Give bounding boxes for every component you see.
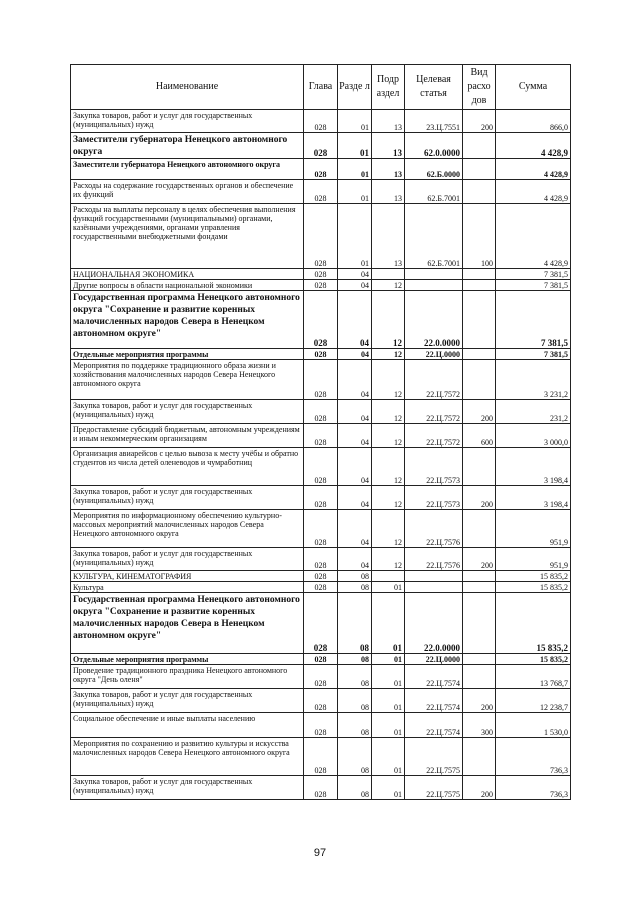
table-row <box>71 110 571 133</box>
row-name: Государственная программа Ненецкого автономного округа "Сохранение и развитие коренных малочисленных народов Севера в Ненецком автономном округе" <box>71 593 304 654</box>
row-type <box>463 593 496 654</box>
row-type <box>463 349 496 360</box>
table-row <box>71 486 571 510</box>
row-subsection: 13 <box>372 159 405 180</box>
table-row <box>71 280 571 291</box>
table-body <box>71 110 571 800</box>
row-subsection: 01 <box>372 738 405 776</box>
table-row <box>71 349 571 360</box>
row-chapter: 028 <box>304 159 338 180</box>
row-subsection: 12 <box>372 510 405 548</box>
row-article: 22.Ц.7574 <box>405 665 463 689</box>
table-row <box>71 180 571 204</box>
row-article: 22.Ц.7572 <box>405 400 463 424</box>
row-type: 200 <box>463 776 496 800</box>
row-amount: 866,0 <box>496 110 571 133</box>
row-section: 08 <box>338 582 372 593</box>
row-chapter: 028 <box>304 582 338 593</box>
row-amount: 13 768,7 <box>496 665 571 689</box>
row-name: Закупка товаров, работ и услуг для государственных (муниципальных) нужд <box>71 776 304 800</box>
row-name: Заместители губернатора Ненецкого автономного округа <box>71 159 304 180</box>
row-subsection: 13 <box>372 133 405 159</box>
header-section: Разде л <box>338 65 372 110</box>
table-row <box>71 360 571 400</box>
row-article: 22.Ц.7575 <box>405 776 463 800</box>
row-type: 200 <box>463 548 496 571</box>
row-subsection: 12 <box>372 486 405 510</box>
row-chapter: 028 <box>304 593 338 654</box>
row-section: 01 <box>338 133 372 159</box>
row-name: Расходы на содержание государственных органов и обеспечение их функций <box>71 180 304 204</box>
table-row <box>71 776 571 800</box>
row-section: 04 <box>338 269 372 280</box>
row-chapter: 028 <box>304 110 338 133</box>
row-subsection: 01 <box>372 593 405 654</box>
row-subsection: 12 <box>372 349 405 360</box>
row-chapter: 028 <box>304 269 338 280</box>
page-number: 97 <box>313 847 327 859</box>
row-name: Мероприятия по информационному обеспечению культурно-массовых мероприятий малочисленных народов Севера Ненецкого автономного округа <box>71 510 304 548</box>
row-name: Предоставление субсидий бюджетным, автономным учреждениям и иным некоммерческим организациям <box>71 424 304 448</box>
row-section: 04 <box>338 280 372 291</box>
row-subsection: 01 <box>372 654 405 665</box>
row-chapter: 028 <box>304 654 338 665</box>
row-name: Закупка товаров, работ и услуг для государственных (муниципальных) нужд <box>71 689 304 713</box>
header-amount: Сумма <box>496 65 571 110</box>
row-article: 22.0.0000 <box>405 291 463 349</box>
row-type <box>463 280 496 291</box>
row-article: 22.Ц.7576 <box>405 510 463 548</box>
row-name: Закупка товаров, работ и услуг для государственных (муниципальных) нужд <box>71 486 304 510</box>
row-chapter: 028 <box>304 360 338 400</box>
row-type <box>463 291 496 349</box>
table-row <box>71 582 571 593</box>
budget-table-container <box>70 64 570 800</box>
row-name: Закупка товаров, работ и услуг для государственных (муниципальных) нужд <box>71 110 304 133</box>
row-section: 08 <box>338 654 372 665</box>
budget-table <box>70 64 571 800</box>
row-article: 22.0.0000 <box>405 593 463 654</box>
row-name: Заместители губернатора Ненецкого автономного округа <box>71 133 304 159</box>
row-chapter: 028 <box>304 665 338 689</box>
table-row <box>71 448 571 486</box>
header-subsection: Подр аздел <box>372 65 405 110</box>
row-section: 01 <box>338 110 372 133</box>
row-amount: 4 428,9 <box>496 204 571 269</box>
row-type <box>463 510 496 548</box>
row-section: 08 <box>338 776 372 800</box>
row-amount: 736,3 <box>496 776 571 800</box>
row-amount: 15 835,2 <box>496 582 571 593</box>
row-section: 08 <box>338 738 372 776</box>
row-section: 08 <box>338 689 372 713</box>
row-chapter: 028 <box>304 400 338 424</box>
row-section: 01 <box>338 159 372 180</box>
row-subsection: 12 <box>372 424 405 448</box>
row-amount: 3 000,0 <box>496 424 571 448</box>
row-chapter: 028 <box>304 349 338 360</box>
header-type: Вид расхо дов <box>463 65 496 110</box>
row-article: 62.Б.7001 <box>405 204 463 269</box>
row-chapter: 028 <box>304 204 338 269</box>
row-type <box>463 360 496 400</box>
row-chapter: 028 <box>304 280 338 291</box>
row-amount: 7 381,5 <box>496 280 571 291</box>
row-name: Расходы на выплаты персоналу в целях обеспечения выполнения функций государственными (муниципальными) органами, казёнными учреждениями, органами управления государственными внебюджетными фондами <box>71 204 304 269</box>
row-subsection: 01 <box>372 582 405 593</box>
row-name: Закупка товаров, работ и услуг для государственных (муниципальных) нужд <box>71 548 304 571</box>
row-type <box>463 159 496 180</box>
row-name: НАЦИОНАЛЬНАЯ ЭКОНОМИКА <box>71 269 304 280</box>
row-amount: 1 530,0 <box>496 713 571 738</box>
row-type <box>463 448 496 486</box>
row-article: 62.Б.7001 <box>405 180 463 204</box>
row-section: 04 <box>338 400 372 424</box>
row-amount: 4 428,9 <box>496 159 571 180</box>
row-name: Государственная программа Ненецкого автономного округа "Сохранение и развитие коренных малочисленных народов Севера в Ненецком автономном округе" <box>71 291 304 349</box>
row-type: 100 <box>463 204 496 269</box>
row-type <box>463 180 496 204</box>
row-chapter: 028 <box>304 486 338 510</box>
row-type: 200 <box>463 400 496 424</box>
row-amount: 951,9 <box>496 510 571 548</box>
row-amount: 15 835,2 <box>496 593 571 654</box>
row-subsection: 12 <box>372 280 405 291</box>
row-subsection: 12 <box>372 360 405 400</box>
row-type: 200 <box>463 486 496 510</box>
row-article: 22.Ц.7576 <box>405 548 463 571</box>
row-section: 04 <box>338 360 372 400</box>
row-subsection: 01 <box>372 713 405 738</box>
row-section: 04 <box>338 486 372 510</box>
row-chapter: 028 <box>304 548 338 571</box>
row-type <box>463 582 496 593</box>
row-subsection: 13 <box>372 180 405 204</box>
row-amount: 231,2 <box>496 400 571 424</box>
row-article: 22.Ц.7572 <box>405 360 463 400</box>
row-article <box>405 582 463 593</box>
row-type <box>463 269 496 280</box>
row-section: 04 <box>338 548 372 571</box>
row-article: 62.0.0000 <box>405 133 463 159</box>
row-chapter: 028 <box>304 510 338 548</box>
row-name: Проведение традиционного праздника Ненецкого автономного округа "День оленя" <box>71 665 304 689</box>
row-type: 300 <box>463 713 496 738</box>
row-chapter: 028 <box>304 133 338 159</box>
row-article: 22.Ц.7574 <box>405 713 463 738</box>
row-name: Отдельные мероприятия программы <box>71 654 304 665</box>
row-subsection: 12 <box>372 400 405 424</box>
row-amount: 3 198,4 <box>496 448 571 486</box>
row-subsection: 12 <box>372 548 405 571</box>
table-row <box>71 400 571 424</box>
table-row <box>71 689 571 713</box>
table-row <box>71 593 571 654</box>
row-name: Социальное обеспечение и иные выплаты населению <box>71 713 304 738</box>
row-type <box>463 738 496 776</box>
table-row <box>71 548 571 571</box>
row-chapter: 028 <box>304 776 338 800</box>
row-chapter: 028 <box>304 180 338 204</box>
row-subsection: 13 <box>372 204 405 269</box>
row-subsection: 01 <box>372 665 405 689</box>
table-row <box>71 424 571 448</box>
row-name: Организация авиарейсов с целью вывоза к месту учёбы и обратно студентов из числа детей оленеводов и чумработниц <box>71 448 304 486</box>
row-chapter: 028 <box>304 448 338 486</box>
row-article: 23.Ц.7551 <box>405 110 463 133</box>
row-name: Отдельные мероприятия программы <box>71 349 304 360</box>
header-article: Целевая статья <box>405 65 463 110</box>
row-chapter: 028 <box>304 424 338 448</box>
row-subsection: 12 <box>372 291 405 349</box>
row-name: КУЛЬТУРА, КИНЕМАТОГРАФИЯ <box>71 571 304 582</box>
row-type: 200 <box>463 110 496 133</box>
row-name: Закупка товаров, работ и услуг для государственных (муниципальных) нужд <box>71 400 304 424</box>
row-subsection: 12 <box>372 448 405 486</box>
row-article <box>405 280 463 291</box>
row-section: 04 <box>338 424 372 448</box>
row-article <box>405 269 463 280</box>
table-header-row <box>71 65 571 110</box>
table-row <box>71 159 571 180</box>
row-section: 08 <box>338 571 372 582</box>
row-amount: 736,3 <box>496 738 571 776</box>
row-article: 22.Ц.7575 <box>405 738 463 776</box>
row-amount: 4 428,9 <box>496 180 571 204</box>
row-section: 08 <box>338 593 372 654</box>
row-chapter: 028 <box>304 738 338 776</box>
row-chapter: 028 <box>304 571 338 582</box>
row-section: 01 <box>338 204 372 269</box>
row-subsection: 01 <box>372 776 405 800</box>
row-name: Мероприятия по сохранению и развитию культуры и искусства малочисленных народов Севера Ненецкого автономного округа <box>71 738 304 776</box>
row-amount: 4 428,9 <box>496 133 571 159</box>
row-name: Другие вопросы в области национальной экономики <box>71 280 304 291</box>
row-type <box>463 654 496 665</box>
table-row <box>71 204 571 269</box>
row-article: 22.Ц.0000 <box>405 349 463 360</box>
row-section: 08 <box>338 665 372 689</box>
row-amount: 7 381,5 <box>496 291 571 349</box>
header-name: Наименование <box>71 65 304 110</box>
row-amount: 15 835,2 <box>496 654 571 665</box>
row-section: 04 <box>338 510 372 548</box>
row-article: 22.Ц.0000 <box>405 654 463 665</box>
row-section: 04 <box>338 448 372 486</box>
row-subsection: 13 <box>372 110 405 133</box>
row-type <box>463 665 496 689</box>
row-amount: 7 381,5 <box>496 269 571 280</box>
row-type: 200 <box>463 689 496 713</box>
table-row <box>71 738 571 776</box>
table-row <box>71 291 571 349</box>
table-row <box>71 713 571 738</box>
row-article: 22.Ц.7573 <box>405 448 463 486</box>
row-chapter: 028 <box>304 713 338 738</box>
row-amount: 15 835,2 <box>496 571 571 582</box>
row-article <box>405 571 463 582</box>
header-chapter: Глава <box>304 65 338 110</box>
row-name: Мероприятия по поддержке традиционного образа жизни и хозяйствования малочисленных народов Севера Ненецкого автономного округа <box>71 360 304 400</box>
row-name: Культура <box>71 582 304 593</box>
row-section: 04 <box>338 349 372 360</box>
row-type <box>463 571 496 582</box>
row-amount: 12 238,7 <box>496 689 571 713</box>
table-row <box>71 510 571 548</box>
row-section: 08 <box>338 713 372 738</box>
table-row <box>71 571 571 582</box>
row-section: 01 <box>338 180 372 204</box>
row-subsection: 01 <box>372 689 405 713</box>
row-article: 62.Б.0000 <box>405 159 463 180</box>
row-type <box>463 133 496 159</box>
row-article: 22.Ц.7573 <box>405 486 463 510</box>
row-article: 22.Ц.7572 <box>405 424 463 448</box>
table-row <box>71 269 571 280</box>
row-subsection <box>372 571 405 582</box>
row-chapter: 028 <box>304 291 338 349</box>
row-amount: 951,9 <box>496 548 571 571</box>
row-amount: 3 231,2 <box>496 360 571 400</box>
row-amount: 3 198,4 <box>496 486 571 510</box>
row-amount: 7 381,5 <box>496 349 571 360</box>
row-article: 22.Ц.7574 <box>405 689 463 713</box>
table-row <box>71 665 571 689</box>
table-row <box>71 654 571 665</box>
row-section: 04 <box>338 291 372 349</box>
row-chapter: 028 <box>304 689 338 713</box>
row-subsection <box>372 269 405 280</box>
table-row <box>71 133 571 159</box>
row-type: 600 <box>463 424 496 448</box>
